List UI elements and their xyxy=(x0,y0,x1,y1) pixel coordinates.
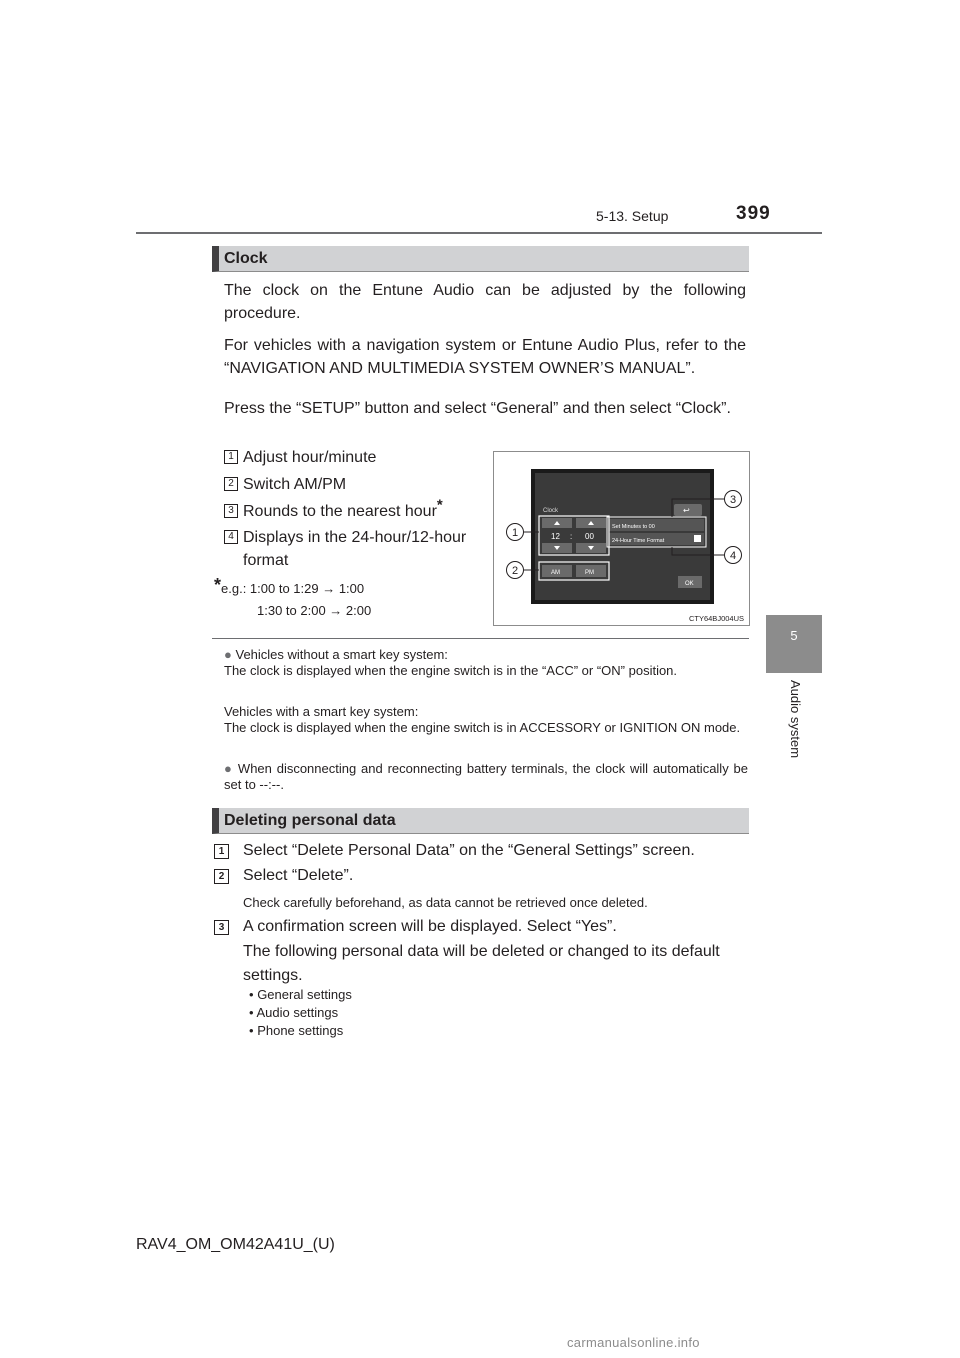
back-icon: ↩ xyxy=(683,506,690,515)
list-item xyxy=(249,1005,338,1020)
list-bullet: • xyxy=(249,1023,254,1038)
clock-screen-svg xyxy=(494,452,749,625)
note-rule xyxy=(212,638,749,639)
clock-heading-bar xyxy=(212,246,749,272)
manual-code: RAV4_OM_OM42A41U_(U) xyxy=(136,1236,335,1253)
pm-label: PM xyxy=(585,570,594,576)
clock-para-1: The clock on the Entune Audio can be adjusted by the following procedure. xyxy=(224,282,746,322)
item-adjust: Adjust hour/minute xyxy=(243,449,377,466)
clock-heading: Clock xyxy=(224,250,268,267)
footnote-line-2: 1:30 to 2:00 → 2:00 xyxy=(257,603,372,618)
format-checkbox xyxy=(694,535,701,542)
item-number: 4 xyxy=(224,530,238,544)
callout-number-2: 2 xyxy=(511,565,519,577)
step-1-text: Select “Delete Personal Data” on the “General Settings” screen. xyxy=(243,842,695,859)
footnote-1 xyxy=(214,577,364,598)
page-number: 399 xyxy=(736,203,771,224)
note-2-title: Vehicles with a smart key system: xyxy=(224,704,419,719)
list-item-text: General settings xyxy=(257,987,352,1002)
chapter-tab-number: 5 xyxy=(790,628,798,643)
item-number: 1 xyxy=(224,450,238,464)
list-item xyxy=(249,1023,343,1038)
step-box: 2 xyxy=(214,869,229,884)
list-item-text: Audio settings xyxy=(256,1005,339,1020)
note-3 xyxy=(224,761,748,793)
step-box: 3 xyxy=(214,920,229,935)
screen-title: Clock xyxy=(543,508,559,514)
ok-label: OK xyxy=(685,581,694,587)
item-ampm: Switch AM/PM xyxy=(243,476,347,493)
step-2-text: Select “Delete”. xyxy=(243,867,354,884)
step-2-note: Check carefully beforehand, as data cannot be retrieved once deleted. xyxy=(243,895,648,910)
chapter-tab-label: Audio system xyxy=(788,680,803,759)
clock-para-2: For vehicles with a navigation system or Entune Audio Plus, refer to the “NAVIGATION AND MULTIMEDIA SYSTEM OWNER’S MANUAL”. xyxy=(224,337,746,377)
deleting-heading: Deleting personal data xyxy=(224,812,396,829)
list-item xyxy=(249,987,352,1002)
note-bullet: ● xyxy=(224,761,234,776)
step-3-text: A confirmation screen will be displayed. Select “Yes”. xyxy=(243,918,617,935)
item-round xyxy=(243,496,443,523)
am-label: AM xyxy=(551,570,560,576)
clock-para-3: Press the “SETUP” button and select “General” and then select “Clock”. xyxy=(224,400,731,417)
note-1 xyxy=(224,647,748,663)
callout-number-1: 1 xyxy=(511,527,519,539)
minute-value: 00 xyxy=(585,532,594,541)
time-colon: : xyxy=(570,532,573,541)
item-round-text: Rounds to the nearest hour xyxy=(243,503,437,520)
item-number: 3 xyxy=(224,504,238,518)
item-number: 2 xyxy=(224,477,238,491)
note-2-body: The clock is displayed when the engine switch is in ACCESSORY or IGNITION ON mode. xyxy=(224,720,741,735)
hour-value: 12 xyxy=(551,532,560,541)
note-1-body: The clock is displayed when the engine switch is in the “ACC” or “ON” position. xyxy=(224,663,678,678)
item-format: Displays in the 24-hour/12-hour format xyxy=(243,529,467,569)
section-title: 5-13. Setup xyxy=(596,208,669,224)
note-bullet: ● xyxy=(224,647,232,662)
set-minutes-label: Set Minutes to 00 xyxy=(612,524,655,530)
footnote-line-1: e.g.: 1:00 to 1:29 → 1:00 xyxy=(221,581,365,596)
clock-screen-figure xyxy=(493,451,750,626)
list-bullet: • xyxy=(249,987,254,1002)
callout-number-4: 4 xyxy=(729,550,737,562)
format-label: 24-Hour Time Format xyxy=(612,538,665,544)
callout-number-3: 3 xyxy=(729,494,737,506)
note-3-text: When disconnecting and reconnecting battery terminals, the clock will automatically be set to --:--. xyxy=(224,761,748,792)
chapter-tab xyxy=(766,615,822,673)
asterisk: * xyxy=(436,496,443,514)
watermark: carmanualsonline.info xyxy=(567,1335,700,1350)
header-rule xyxy=(136,232,822,234)
step-box: 1 xyxy=(214,844,229,859)
step-3-body: The following personal data will be deleted or changed to its default settings. xyxy=(243,943,720,984)
list-bullet: • xyxy=(249,1005,254,1020)
list-item-text: Phone settings xyxy=(257,1023,344,1038)
figure-code: CTY64BJ004US xyxy=(688,614,744,623)
note-1-title: Vehicles without a smart key system: xyxy=(235,647,448,662)
footnote-asterisk: * xyxy=(214,575,222,595)
